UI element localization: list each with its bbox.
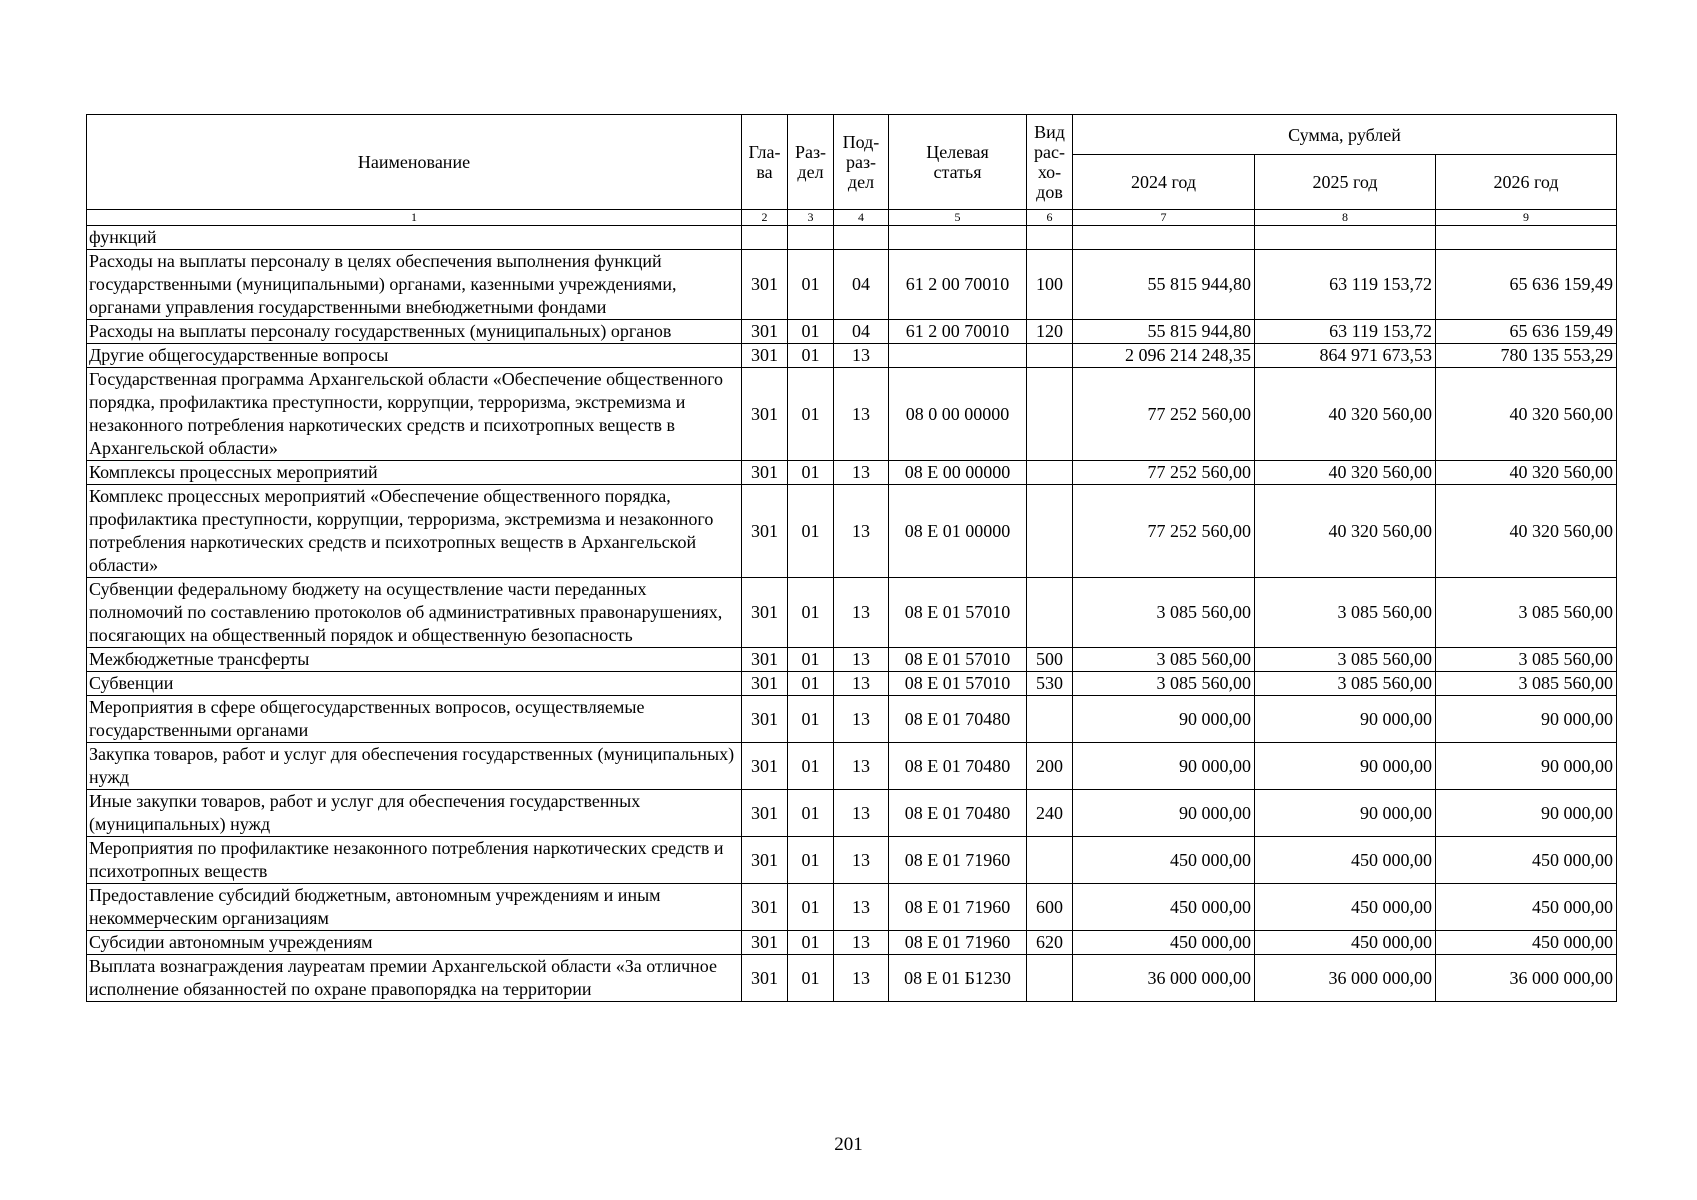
header-name: Наименование (87, 115, 742, 210)
row-razdel: 01 (788, 931, 834, 955)
header-summa: Сумма, рублей (1073, 115, 1617, 155)
header-glava: Гла- ва (742, 115, 788, 210)
header-year-2024: 2024 год (1073, 155, 1255, 210)
budget-table (86, 114, 1617, 1002)
row-celevaya-statya: 08 0 00 00000 (889, 368, 1027, 461)
row-sum-2024: 77 252 560,00 (1073, 485, 1255, 578)
row-glava: 301 (742, 648, 788, 672)
row-name: Субсидии автономным учреждениям (87, 931, 742, 955)
row-sum-2025: 3 085 560,00 (1255, 578, 1436, 648)
column-number: 6 (1027, 210, 1073, 226)
row-sum-2025: 90 000,00 (1255, 743, 1436, 790)
row-vid-rashodov (1027, 696, 1073, 743)
row-celevaya-statya: 08 Е 01 57010 (889, 672, 1027, 696)
row-glava: 301 (742, 461, 788, 485)
row-glava: 301 (742, 578, 788, 648)
row-vid-rashodov (1027, 485, 1073, 578)
row-vid-rashodov: 620 (1027, 931, 1073, 955)
row-glava: 301 (742, 250, 788, 320)
row-glava: 301 (742, 672, 788, 696)
row-name: Межбюджетные трансферты (87, 648, 742, 672)
row-name: Выплата вознаграждения лауреатам премии Архангельской области «За отличное исполнение обязанностей по охране правопорядка на территории (87, 955, 742, 1002)
row-sum-2026: 450 000,00 (1436, 884, 1617, 931)
row-celevaya-statya: 08 Е 00 00000 (889, 461, 1027, 485)
row-razdel: 01 (788, 837, 834, 884)
row-sum-2026: 3 085 560,00 (1436, 578, 1617, 648)
column-number: 5 (889, 210, 1027, 226)
row-sum-2024: 77 252 560,00 (1073, 368, 1255, 461)
row-glava: 301 (742, 931, 788, 955)
row-name: Государственная программа Архангельской области «Обеспечение общественного порядка, профилактика преступности, коррупции, терроризма, экстремизма и незаконного потребления наркотических средств и психотропных веществ в Архангельской области» (87, 368, 742, 461)
table-row (87, 320, 1617, 344)
row-celevaya-statya: 08 Е 01 71960 (889, 884, 1027, 931)
column-number: 3 (788, 210, 834, 226)
row-vid-rashodov (1027, 344, 1073, 368)
table-row (87, 955, 1617, 1002)
row-celevaya-statya: 61 2 00 70010 (889, 320, 1027, 344)
row-celevaya-statya: 08 Е 01 Б1230 (889, 955, 1027, 1002)
row-sum-2026: 40 320 560,00 (1436, 485, 1617, 578)
row-glava: 301 (742, 955, 788, 1002)
row-podrazdel: 13 (834, 344, 889, 368)
row-sum-2025: 90 000,00 (1255, 696, 1436, 743)
row-podrazdel: 13 (834, 743, 889, 790)
row-razdel: 01 (788, 578, 834, 648)
column-number: 2 (742, 210, 788, 226)
row-glava: 301 (742, 884, 788, 931)
row-razdel: 01 (788, 344, 834, 368)
table-row (87, 790, 1617, 837)
row-sum-2025: 450 000,00 (1255, 837, 1436, 884)
row-sum-2024: 36 000 000,00 (1073, 955, 1255, 1002)
row-sum-2024: 90 000,00 (1073, 696, 1255, 743)
table-body (87, 226, 1617, 1002)
row-sum-2024: 3 085 560,00 (1073, 648, 1255, 672)
row-glava: 301 (742, 743, 788, 790)
row-podrazdel: 13 (834, 461, 889, 485)
row-name: функций (87, 226, 742, 250)
table-row (87, 461, 1617, 485)
row-vid-rashodov: 500 (1027, 648, 1073, 672)
row-sum-2024: 450 000,00 (1073, 884, 1255, 931)
row-razdel: 01 (788, 672, 834, 696)
row-sum-2025: 63 119 153,72 (1255, 320, 1436, 344)
row-vid-rashodov (1027, 955, 1073, 1002)
row-name: Другие общегосударственные вопросы (87, 344, 742, 368)
row-sum-2025: 40 320 560,00 (1255, 461, 1436, 485)
row-celevaya-statya: 08 Е 01 70480 (889, 790, 1027, 837)
row-sum-2026: 3 085 560,00 (1436, 648, 1617, 672)
row-sum-2025: 40 320 560,00 (1255, 368, 1436, 461)
row-vid-rashodov: 240 (1027, 790, 1073, 837)
row-glava: 301 (742, 368, 788, 461)
row-sum-2026: 40 320 560,00 (1436, 461, 1617, 485)
row-sum-2026: 450 000,00 (1436, 931, 1617, 955)
table-row (87, 485, 1617, 578)
row-glava: 301 (742, 790, 788, 837)
row-sum-2026: 90 000,00 (1436, 696, 1617, 743)
table-row (87, 578, 1617, 648)
row-razdel: 01 (788, 461, 834, 485)
column-number: 7 (1073, 210, 1255, 226)
row-podrazdel: 13 (834, 672, 889, 696)
table-row (87, 884, 1617, 931)
budget-table-container (86, 114, 1616, 1002)
row-vid-rashodov (1027, 578, 1073, 648)
row-sum-2024: 77 252 560,00 (1073, 461, 1255, 485)
row-glava: 301 (742, 344, 788, 368)
row-name: Закупка товаров, работ и услуг для обеспечения государственных (муниципальных) нужд (87, 743, 742, 790)
row-vid-rashodov: 100 (1027, 250, 1073, 320)
row-sum-2026: 65 636 159,49 (1436, 250, 1617, 320)
row-podrazdel: 13 (834, 578, 889, 648)
row-sum-2024: 2 096 214 248,35 (1073, 344, 1255, 368)
row-razdel: 01 (788, 485, 834, 578)
row-name: Расходы на выплаты персоналу в целях обеспечения выполнения функций государственными (муниципальными) органами, казенными учреждениями, органами управления государственными внебюджетными фондами (87, 250, 742, 320)
row-name: Расходы на выплаты персоналу государственных (муниципальных) органов (87, 320, 742, 344)
page-number: 201 (834, 1134, 863, 1155)
column-number: 8 (1255, 210, 1436, 226)
row-podrazdel (834, 226, 889, 250)
row-razdel: 01 (788, 790, 834, 837)
row-razdel: 01 (788, 955, 834, 1002)
row-vid-rashodov: 530 (1027, 672, 1073, 696)
row-name: Комплекс процессных мероприятий «Обеспечение общественного порядка, профилактика преступности, коррупции, терроризма, экстремизма и незаконного потребления наркотических средств и психотропных веществ в Архангельской области» (87, 485, 742, 578)
row-sum-2024: 3 085 560,00 (1073, 578, 1255, 648)
row-podrazdel: 13 (834, 955, 889, 1002)
row-sum-2025: 450 000,00 (1255, 884, 1436, 931)
row-name: Мероприятия по профилактике незаконного потребления наркотических средств и психотропных веществ (87, 837, 742, 884)
row-vid-rashodov (1027, 226, 1073, 250)
row-vid-rashodov: 200 (1027, 743, 1073, 790)
row-sum-2026: 40 320 560,00 (1436, 368, 1617, 461)
column-number: 1 (87, 210, 742, 226)
row-sum-2025: 40 320 560,00 (1255, 485, 1436, 578)
table-row (87, 226, 1617, 250)
row-celevaya-statya (889, 344, 1027, 368)
header-year-2025: 2025 год (1255, 155, 1436, 210)
header-celevaya-statya: Целевая статья (889, 115, 1027, 210)
row-razdel: 01 (788, 884, 834, 931)
table-row (87, 743, 1617, 790)
header-razdel: Раз- дел (788, 115, 834, 210)
table-row (87, 837, 1617, 884)
row-podrazdel: 13 (834, 837, 889, 884)
row-vid-rashodov (1027, 368, 1073, 461)
row-razdel (788, 226, 834, 250)
table-row (87, 250, 1617, 320)
row-razdel: 01 (788, 320, 834, 344)
row-name: Мероприятия в сфере общегосударственных вопросов, осуществляемые государственными органами (87, 696, 742, 743)
row-podrazdel: 04 (834, 320, 889, 344)
table-row (87, 648, 1617, 672)
row-name: Комплексы процессных мероприятий (87, 461, 742, 485)
row-sum-2026: 90 000,00 (1436, 790, 1617, 837)
row-razdel: 01 (788, 368, 834, 461)
header-podrazdel: Под- раз- дел (834, 115, 889, 210)
row-podrazdel: 13 (834, 790, 889, 837)
row-vid-rashodov (1027, 837, 1073, 884)
table-row (87, 672, 1617, 696)
row-name: Субвенции федеральному бюджету на осуществление части переданных полномочий по составлению протоколов об административных правонарушениях, посягающих на общественный порядок и общественную безопасность (87, 578, 742, 648)
row-sum-2026: 65 636 159,49 (1436, 320, 1617, 344)
row-vid-rashodov: 120 (1027, 320, 1073, 344)
row-sum-2025: 864 971 673,53 (1255, 344, 1436, 368)
row-sum-2026: 780 135 553,29 (1436, 344, 1617, 368)
row-sum-2026: 90 000,00 (1436, 743, 1617, 790)
row-celevaya-statya: 08 Е 01 00000 (889, 485, 1027, 578)
row-glava: 301 (742, 320, 788, 344)
table-row (87, 344, 1617, 368)
column-number: 4 (834, 210, 889, 226)
row-razdel: 01 (788, 743, 834, 790)
row-vid-rashodov (1027, 461, 1073, 485)
row-sum-2024: 90 000,00 (1073, 743, 1255, 790)
row-sum-2024: 55 815 944,80 (1073, 250, 1255, 320)
row-sum-2024: 450 000,00 (1073, 931, 1255, 955)
row-glava: 301 (742, 485, 788, 578)
row-sum-2025: 63 119 153,72 (1255, 250, 1436, 320)
row-sum-2026: 3 085 560,00 (1436, 672, 1617, 696)
row-sum-2025: 450 000,00 (1255, 931, 1436, 955)
row-celevaya-statya: 08 Е 01 57010 (889, 578, 1027, 648)
row-sum-2026: 36 000 000,00 (1436, 955, 1617, 1002)
column-number: 9 (1436, 210, 1617, 226)
row-podrazdel: 13 (834, 931, 889, 955)
row-sum-2025: 3 085 560,00 (1255, 648, 1436, 672)
header-year-2026: 2026 год (1436, 155, 1617, 210)
row-podrazdel: 13 (834, 696, 889, 743)
row-celevaya-statya: 08 Е 01 70480 (889, 696, 1027, 743)
row-razdel: 01 (788, 696, 834, 743)
column-number-row (87, 210, 1617, 226)
row-podrazdel: 04 (834, 250, 889, 320)
row-celevaya-statya: 08 Е 01 70480 (889, 743, 1027, 790)
row-glava (742, 226, 788, 250)
row-podrazdel: 13 (834, 485, 889, 578)
row-sum-2024: 90 000,00 (1073, 790, 1255, 837)
row-podrazdel: 13 (834, 884, 889, 931)
row-podrazdel: 13 (834, 648, 889, 672)
row-sum-2024: 450 000,00 (1073, 837, 1255, 884)
row-vid-rashodov: 600 (1027, 884, 1073, 931)
row-sum-2026: 450 000,00 (1436, 837, 1617, 884)
row-glava: 301 (742, 696, 788, 743)
row-sum-2025: 90 000,00 (1255, 790, 1436, 837)
row-celevaya-statya (889, 226, 1027, 250)
table-row (87, 368, 1617, 461)
table-row (87, 931, 1617, 955)
row-celevaya-statya: 08 Е 01 71960 (889, 931, 1027, 955)
header-vid-rashodov: Вид рас- хо- дов (1027, 115, 1073, 210)
row-celevaya-statya: 61 2 00 70010 (889, 250, 1027, 320)
row-name: Предоставление субсидий бюджетным, автономным учреждениям и иным некоммерческим организациям (87, 884, 742, 931)
row-glava: 301 (742, 837, 788, 884)
row-sum-2025: 36 000 000,00 (1255, 955, 1436, 1002)
row-razdel: 01 (788, 250, 834, 320)
row-sum-2026 (1436, 226, 1617, 250)
row-celevaya-statya: 08 Е 01 57010 (889, 648, 1027, 672)
row-sum-2024: 3 085 560,00 (1073, 672, 1255, 696)
row-podrazdel: 13 (834, 368, 889, 461)
row-sum-2024: 55 815 944,80 (1073, 320, 1255, 344)
row-sum-2025: 3 085 560,00 (1255, 672, 1436, 696)
row-sum-2024 (1073, 226, 1255, 250)
row-sum-2025 (1255, 226, 1436, 250)
table-row (87, 696, 1617, 743)
row-name: Иные закупки товаров, работ и услуг для обеспечения государственных (муниципальных) нужд (87, 790, 742, 837)
row-name: Субвенции (87, 672, 742, 696)
row-celevaya-statya: 08 Е 01 71960 (889, 837, 1027, 884)
row-razdel: 01 (788, 648, 834, 672)
